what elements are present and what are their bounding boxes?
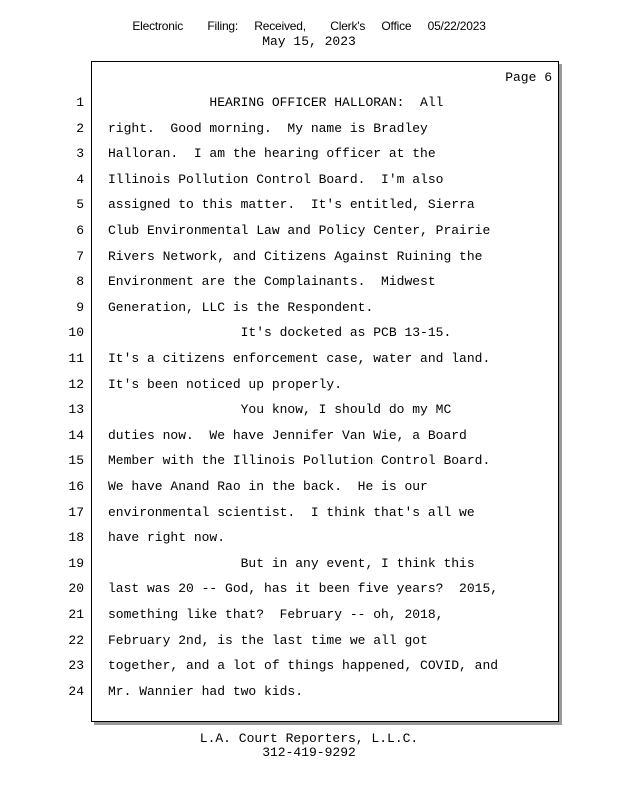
transcript-line bbox=[0, 195, 618, 215]
line-text: assigned to this matter. It's entitled, Sierra bbox=[108, 197, 475, 213]
page-number: Page 6 bbox=[505, 70, 552, 85]
line-number: 21 bbox=[68, 607, 84, 622]
transcript-line bbox=[0, 93, 618, 113]
line-text: something like that? February -- oh, 2018, bbox=[108, 607, 444, 622]
line-number: 4 bbox=[76, 171, 84, 187]
line-text: It's been noticed up properly. bbox=[108, 376, 343, 392]
transcript-date: May 15, 2023 bbox=[262, 34, 356, 49]
line-number: 20 bbox=[68, 581, 84, 597]
line-text: It's a citizens enforcement case, water and land. bbox=[108, 351, 491, 366]
line-text: last was 20 -- God, has it been five years? 2015, bbox=[108, 581, 499, 597]
transcript-line bbox=[0, 426, 618, 446]
transcript-line bbox=[0, 170, 618, 190]
line-text: Club Environmental Law and Policy Center, Prairie bbox=[108, 223, 491, 238]
transcript-line bbox=[0, 323, 618, 343]
line-text: February 2nd, is the last time we all got bbox=[108, 632, 428, 648]
line-number: 10 bbox=[68, 325, 84, 341]
line-text: Mr. Wannier had two kids. bbox=[108, 683, 304, 699]
line-number: 17 bbox=[68, 504, 84, 520]
transcript-line bbox=[0, 272, 618, 292]
line-number: 11 bbox=[68, 351, 84, 366]
line-number: 8 bbox=[76, 274, 84, 290]
transcript-line bbox=[0, 631, 618, 651]
line-number: 12 bbox=[68, 376, 84, 392]
transcript-line bbox=[0, 247, 618, 267]
line-number: 19 bbox=[68, 555, 84, 571]
line-text: together, and a lot of things happened, COVID, and bbox=[108, 658, 499, 674]
line-number: 16 bbox=[68, 479, 84, 494]
line-text: Environment are the Complainants. Midwest bbox=[108, 274, 436, 290]
line-text: have right now. bbox=[108, 530, 226, 546]
line-number: 1 bbox=[76, 95, 84, 110]
transcript-line bbox=[0, 451, 618, 471]
transcript-line bbox=[0, 682, 618, 702]
line-text: You know, I should do my MC bbox=[108, 402, 452, 418]
line-number: 9 bbox=[76, 299, 84, 315]
line-number: 7 bbox=[76, 248, 84, 264]
line-text: Generation, LLC is the Respondent. bbox=[108, 299, 374, 315]
line-number: 22 bbox=[68, 632, 84, 648]
transcript-line bbox=[0, 503, 618, 523]
transcript-line bbox=[0, 119, 618, 139]
line-text: But in any event, I think this bbox=[108, 555, 475, 571]
reporter-company: L.A. Court Reporters, L.L.C. bbox=[199, 731, 419, 746]
transcript-line bbox=[0, 528, 618, 548]
line-text: Illinois Pollution Control Board. I'm also bbox=[108, 171, 444, 187]
transcript-line bbox=[0, 554, 618, 574]
line-number: 18 bbox=[68, 530, 84, 546]
line-text: Member with the Illinois Pollution Control Board. bbox=[108, 453, 491, 469]
transcript-line bbox=[0, 605, 618, 625]
transcript-line bbox=[0, 349, 618, 369]
line-text: HEARING OFFICER HALLORAN: All bbox=[108, 95, 444, 110]
line-number: 15 bbox=[68, 453, 84, 469]
line-text: Halloran. I am the hearing officer at the bbox=[108, 146, 436, 162]
line-number: 5 bbox=[76, 197, 84, 213]
line-number: 23 bbox=[68, 658, 84, 674]
transcript-line bbox=[0, 221, 618, 241]
transcript-line bbox=[0, 477, 618, 497]
line-text: Rivers Network, and Citizens Against Ruining the bbox=[108, 248, 483, 264]
line-number: 2 bbox=[76, 120, 84, 136]
transcript-line bbox=[0, 400, 618, 420]
line-number: 13 bbox=[68, 402, 84, 418]
line-number: 24 bbox=[68, 683, 84, 699]
transcript-line bbox=[0, 144, 618, 164]
line-number: 6 bbox=[76, 223, 84, 238]
filing-stamp: Electronic Filing: Received, Clerk's Office 05/22/2023 bbox=[132, 19, 486, 33]
line-text: duties now. We have Jennifer Van Wie, a Board bbox=[108, 427, 467, 443]
line-text: It's docketed as PCB 13-15. bbox=[108, 325, 452, 341]
line-text: right. Good morning. My name is Bradley bbox=[108, 120, 428, 136]
transcript-line bbox=[0, 375, 618, 395]
transcript-line bbox=[0, 579, 618, 599]
line-number: 14 bbox=[68, 427, 84, 443]
line-number: 3 bbox=[76, 146, 84, 162]
reporter-phone: 312-419-9292 bbox=[262, 745, 356, 760]
line-text: We have Anand Rao in the back. He is our bbox=[108, 479, 428, 494]
transcript-line bbox=[0, 298, 618, 318]
line-text: environmental scientist. I think that's all we bbox=[108, 504, 475, 520]
transcript-line bbox=[0, 656, 618, 676]
